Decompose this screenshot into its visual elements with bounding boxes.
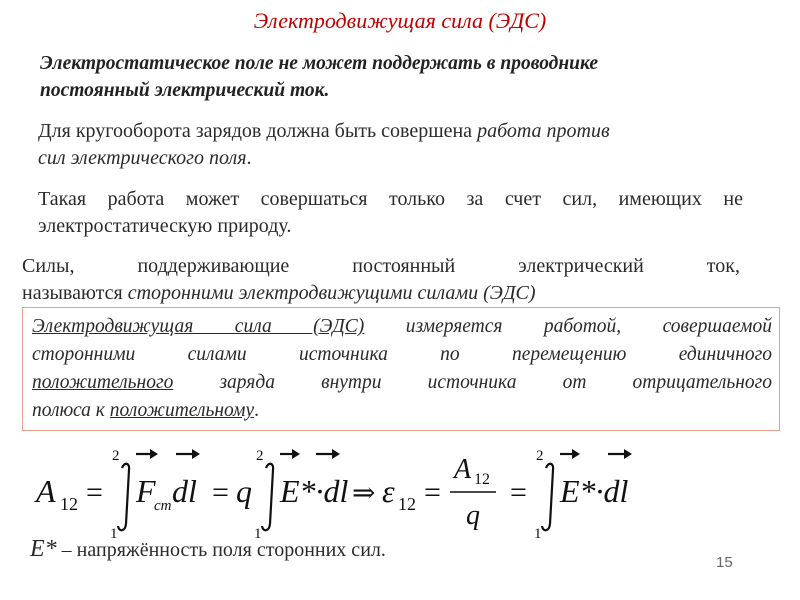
integral-1-sign (118, 464, 129, 531)
formula-st: ст (154, 498, 172, 514)
formula-eq-1: = (86, 476, 103, 509)
formula-eq-3: = (424, 476, 441, 509)
p1-text-b: работа против (477, 120, 610, 142)
formula-q-1: q (236, 473, 252, 509)
vector-arrow-E-1 (280, 449, 300, 459)
integral-1-upper: 2 (112, 448, 120, 464)
integral-3-lower: 1 (534, 526, 542, 540)
p1-text-a: Для кругооборота зарядов должна быть совершена (38, 120, 478, 142)
p1-text-c: сил электрического поля (38, 147, 247, 169)
frac-num-A: A (454, 454, 472, 485)
lead-line-1: Электростатическое поле не может поддержать в проводнике (40, 53, 598, 74)
footnote-symbol: E* (30, 536, 57, 562)
p3-line-2: называются сторонними электродвижущими силами (ЭДС) (22, 282, 536, 304)
footnote (30, 536, 386, 563)
frac-num-sub: 12 (474, 471, 490, 488)
p3-line-1: Силы, поддерживающие постоянный электрический ток, (22, 255, 740, 277)
integral-2-lower: 1 (254, 526, 262, 540)
box-line-3: положительного заряда внутри источника от отрицательного (32, 372, 772, 393)
vector-arrow-E-2 (560, 449, 580, 459)
frac-den-q: q (466, 500, 480, 531)
formula-eq-4: = (510, 476, 527, 509)
paragraph-work (38, 118, 743, 172)
integral-2-upper: 2 (256, 448, 264, 464)
lead-line-2: постоянный электрический ток. (40, 80, 330, 101)
lead-statement (40, 50, 760, 104)
formula-A: A (36, 473, 56, 509)
formula-epsilon: ε (382, 473, 395, 509)
vector-arrow-dl-3 (608, 449, 632, 459)
formula-eps-sub: 12 (398, 494, 416, 514)
box-line-1: Электродвижущая сила (ЭДС) измеряется работой, совершаемой (32, 316, 772, 337)
footnote-text: – напряжённость поля сторонних сил. (56, 539, 386, 561)
p1-text-d: . (246, 147, 252, 169)
box-line-2: сторонними силами источника по перемещению единичного (32, 344, 772, 365)
formula-Estar-dl-1: E*·dl (280, 473, 349, 509)
vector-arrow-dl-1 (176, 449, 200, 459)
integral-3-upper: 2 (536, 448, 544, 464)
p2-line-2: электростатическую природу. (38, 215, 292, 237)
paragraph-nonelectrostatic (38, 186, 743, 240)
formula-implies-arrow: ⇒ (352, 478, 376, 509)
formula-F: F (136, 473, 156, 509)
emf-formula (30, 440, 690, 540)
paragraph-emf-definition (22, 253, 740, 307)
formula-Estar-dl-2: E*·dl (560, 473, 629, 509)
page-number: 15 (716, 554, 733, 571)
integral-2-sign (262, 464, 273, 531)
integral-3-sign (542, 464, 553, 531)
slide-title: Электродвижущая сила (ЭДС) (253, 8, 547, 33)
definition-text (32, 313, 772, 425)
formula-sub-12: 12 (60, 494, 78, 514)
integral-1-lower: 1 (110, 526, 118, 540)
vector-arrow-F (136, 449, 158, 459)
p2-line-1: Такая работа может совершаться только за счет сил, имеющих не (38, 188, 743, 210)
vector-arrow-dl-2 (316, 449, 340, 459)
formula-dl-1: dl (172, 473, 197, 509)
box-line-4: полюса к положительному. (32, 400, 259, 421)
formula-eq-2: = (212, 476, 229, 509)
